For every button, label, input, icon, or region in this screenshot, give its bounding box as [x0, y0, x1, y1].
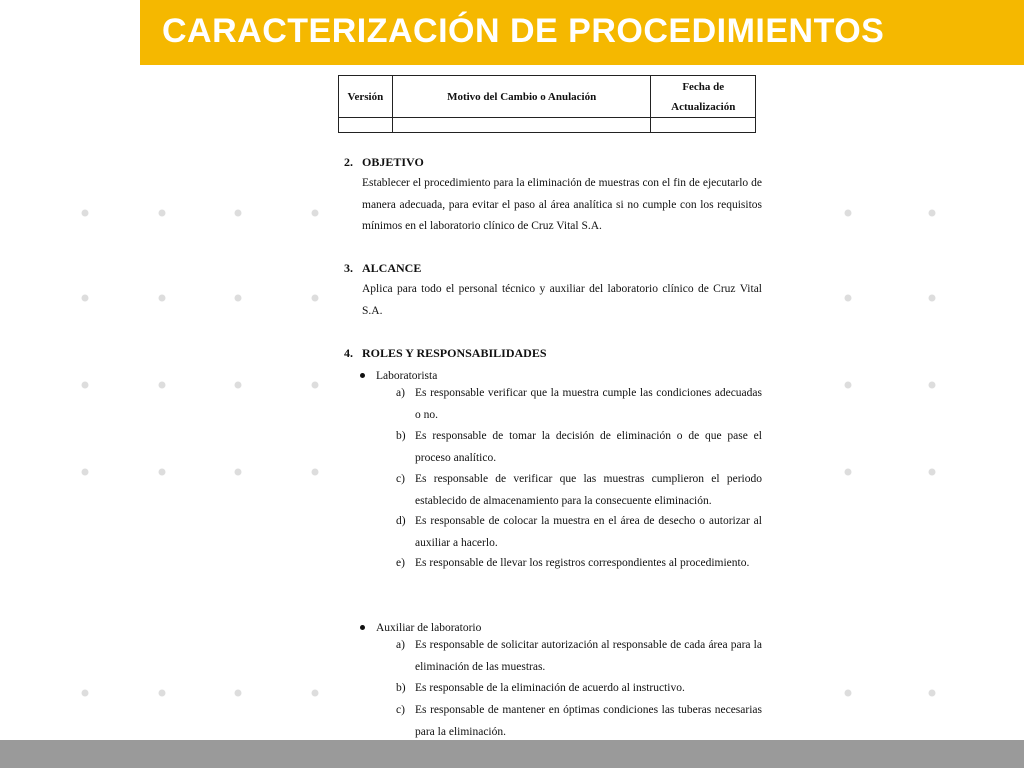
- section-title: ROLES Y RESPONSABILIDADES: [362, 346, 547, 360]
- item-letter: a): [396, 387, 405, 399]
- revision-cell: [339, 118, 393, 133]
- role-name: Laboratorista: [376, 370, 438, 382]
- list-item: [396, 635, 762, 678]
- item-text: Es responsable de la eliminación de acuerdo al instructivo.: [415, 682, 685, 694]
- item-letter: c): [396, 704, 405, 716]
- item-letter: b): [396, 682, 406, 694]
- section-text-objetivo: Establecer el procedimiento para la eliminación de muestras con el fin de ejecutarlo de manera adecuada, para evitar el paso al área analítica si no cumple con los requisitos mínimos en el laboratorio clínico de Cruz Vital S.A.: [362, 177, 762, 232]
- revision-header-version: Versión: [339, 76, 393, 118]
- revision-header-reason: Motivo del Cambio o Anulación: [392, 76, 651, 118]
- item-letter: c): [396, 473, 405, 485]
- revision-cell: [392, 118, 651, 133]
- title-banner: [140, 0, 1024, 65]
- document-page: [334, 68, 798, 740]
- list-item: [396, 678, 762, 700]
- item-text: Es responsable de verificar que las muestras cumplieron el periodo establecido de almacenamiento para la consecuente eliminación.: [415, 473, 762, 507]
- section-title: OBJETIVO: [362, 155, 424, 169]
- item-text: Es responsable de solicitar autorización al responsable de cada área para la eliminación de las muestras.: [415, 639, 762, 673]
- list-item: [396, 426, 762, 469]
- role-name: Auxiliar de laboratorio: [376, 622, 482, 634]
- item-text: Es responsable de colocar la muestra en el área de desecho o autorizar al auxiliar a hacerlo.: [415, 515, 762, 549]
- section-number: 4.: [344, 346, 353, 360]
- role-bullet-laboratorista: [360, 370, 437, 382]
- section-text-alcance: Aplica para todo el personal técnico y auxiliar del laboratorio clínico de Cruz Vital S.A.: [362, 283, 762, 317]
- item-letter: e): [396, 557, 405, 569]
- item-letter: b): [396, 430, 406, 442]
- list-item: [396, 700, 762, 743]
- item-letter: a): [396, 639, 405, 651]
- slide-title: CARACTERIZACIÓN DE PROCEDIMIENTOS: [162, 12, 885, 50]
- list-item: [396, 383, 762, 426]
- list-item: [396, 511, 762, 554]
- bullet-icon: [360, 625, 365, 630]
- item-text: Es responsable verificar que la muestra cumple las condiciones adecuadas o no.: [415, 387, 762, 421]
- item-text: Es responsable de llevar los registros correspondientes al procedimiento.: [415, 557, 750, 569]
- revision-cell: [651, 118, 756, 133]
- section-number: 2.: [344, 155, 353, 169]
- bullet-icon: [360, 373, 365, 378]
- revision-table: [338, 75, 756, 133]
- section-title: ALCANCE: [362, 261, 422, 275]
- role-bullet-auxiliar: [360, 622, 481, 634]
- section-number: 3.: [344, 261, 353, 275]
- list-item: [396, 553, 762, 575]
- item-letter: d): [396, 515, 406, 527]
- item-text: Es responsable de tomar la decisión de eliminación o de que pase el proceso analítico.: [415, 430, 762, 464]
- list-item: [396, 469, 762, 512]
- revision-header-date: Fecha de Actualización: [651, 76, 756, 118]
- item-text: Es responsable de mantener en óptimas condiciones las tuberas necesarias para la eliminación.: [415, 704, 762, 738]
- bottom-bar: [0, 740, 1024, 768]
